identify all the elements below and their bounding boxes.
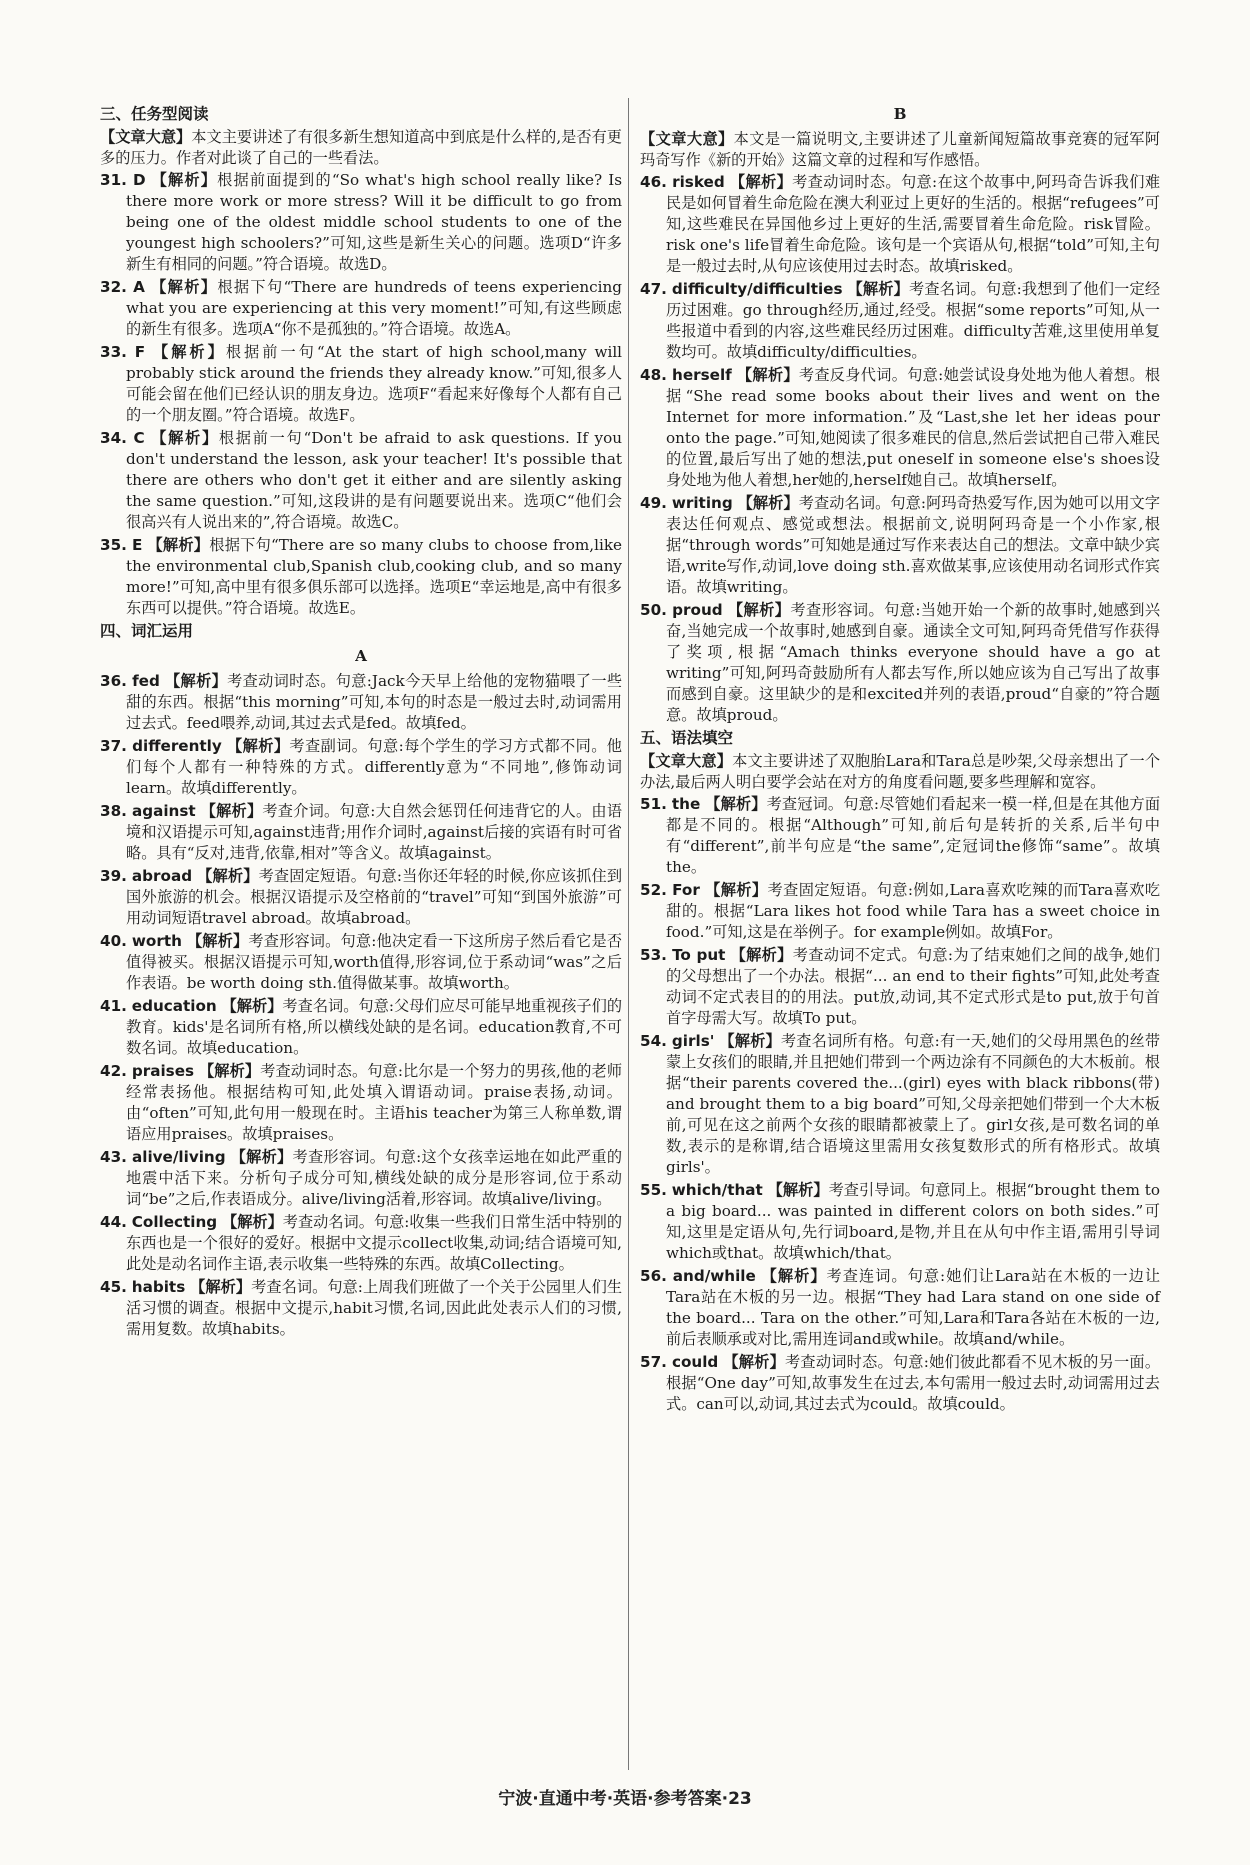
question-number: 54. (640, 1032, 667, 1050)
answer-item (640, 600, 1160, 726)
answer-key: E (132, 536, 143, 554)
explanation-text: 考查固定短语。句意:当你还年轻的时候,你应该抓住到国外旅游的机会。根据汉语提示及空格前的“travel”可知“到国外旅游”可用动词短语travel abroad。故填abroad。 (126, 867, 623, 927)
answer-item (100, 736, 622, 799)
question-number: 40. (100, 932, 127, 950)
answer-item (640, 172, 1160, 277)
answer-key: A (133, 278, 145, 296)
question-number: 42. (100, 1062, 127, 1080)
explanation-text: 考查反身代词。句意:她尝试设身处地为他人着想。根据“She read some books about their lives and went on the Internet for more information.”及“Last,she let her ideas pour onto the page.”可知,她阅读了很多难民的信息,然后尝试把自己带入难民的位置,最后写出了她的想法,put oneself in someone else's shoes设身处地为他人着想,her她的,herself她自己。故填herself。 (666, 366, 1161, 489)
answer-list-vocabulary-b (640, 172, 1160, 726)
explanation-label: 【解析】 (227, 737, 290, 755)
explanation-label: 【解析】 (190, 1278, 252, 1296)
explanation-text: 考查形容词。句意:这个女孩幸运地在如此严重的地震中活下来。分析句子成分可知,横线处缺的成分是形容词,位于系动词“be”之后,作表语成分。alive/living活着,形容词。故填alive/living。 (126, 1148, 623, 1208)
explanation-label: 【解析】 (151, 171, 218, 189)
explanation-label: 【解析】 (705, 795, 767, 813)
answer-key: D (132, 171, 146, 189)
explanation-label: 【解析】 (730, 946, 793, 964)
answer-key: difficulty/difficulties (671, 280, 843, 298)
question-number: 35. (100, 536, 127, 554)
question-number: 49. (640, 494, 667, 512)
question-number: 51. (640, 795, 667, 813)
explanation-label: 【解析】 (767, 1181, 829, 1199)
article-summary (100, 127, 622, 169)
question-number: 39. (100, 867, 127, 885)
answer-item (100, 1277, 622, 1340)
explanation-label: 【解析】 (165, 672, 228, 690)
explanation-text: 考查名词。句意:父母们应尽可能早地重视孩子们的教育。kids'是名词所有格,所以横线处缺的是名词。education教育,不可数名词。故填education。 (126, 997, 623, 1057)
answer-item (640, 880, 1160, 943)
explanation-text: 考查名词。句意:我想到了他们一定经历过困难。go through经历,通过,经受。根据“some reports”可知,从一些报道中看到的内容,这些难民经历过困难。difficulty苦难,这里使用单复数均可。故填difficulty/difficulties。 (666, 280, 1161, 361)
question-number: 57. (640, 1353, 667, 1371)
explanation-label: 【解析】 (147, 536, 210, 554)
answer-item (640, 945, 1160, 1029)
answer-key: proud (672, 601, 723, 619)
subsection-label-a: A (355, 647, 367, 665)
explanation-label: 【解析】 (737, 494, 799, 512)
answer-item (100, 801, 622, 864)
answer-key: education (131, 997, 217, 1015)
subsection-label-b: B (893, 105, 907, 123)
explanation-text: 考查动名词。句意:阿玛奇热爱写作,因为她可以用文字表达任何观点、感觉或想法。根据前文,说明阿玛奇是一个小作家,根据“through words”可知她是通过写作来表达自己的想法。文章中缺少宾语,write写作,动词,love doing sth.喜欢做某事,应该使用动名词形式作宾语。故填writing。 (666, 494, 1161, 596)
answer-key: abroad (131, 867, 193, 885)
summary-text: 本文是一篇说明文,主要讲述了儿童新闻短篇故事竞赛的冠军阿玛奇写作《新的开始》这篇文章的过程和写作感悟。 (640, 130, 1161, 169)
explanation-label: 【解析】 (719, 1032, 781, 1050)
explanation-text: 考查动词时态。句意:比尔是一个努力的男孩,他的老师经常表扬他。根据结构可知,此处填入谓语动词。praise表扬,动词。由“often”可知,此句用一般现在时。主语his teacher为第三人称单数,谓语应用praises。故填praises。 (126, 1062, 623, 1143)
explanation-text: 考查冠词。句意:尽管她们看起来一模一样,但是在其他方面都是不同的。根据“Although”可知,前后句是转折的关系,后半句中有“different”,前半句应是“the same”,定冠词the修饰“same”。故填the。 (666, 795, 1161, 876)
section-title-grammar: 五、语法填空 (640, 729, 734, 747)
answer-key: habits (131, 1278, 186, 1296)
explanation-label: 【解析】 (729, 173, 793, 191)
explanation-text: 根据前一句“Don't be afraid to ask questions. If you don't understand the lesson, ask your teacher! It's possible that there are others who don't get it either and are silently asking the same question.”可知,这段讲的是有问题要说出来。选项C“他们会很高兴有人说出来的”,符合语境。故选C。 (126, 429, 623, 531)
answer-key: fed (132, 672, 160, 690)
answer-item (100, 1061, 622, 1145)
answer-key: against (131, 802, 196, 820)
question-number: 41. (100, 997, 127, 1015)
answer-key: could (671, 1353, 719, 1371)
explanation-label: 【解析】 (736, 366, 799, 384)
answer-item (640, 1031, 1160, 1178)
answer-item (100, 931, 622, 994)
answer-key: To put (672, 946, 726, 964)
explanation-text: 根据前一句“At the start of high school,many will probably stick around the friends they already know.”可知,很多人可能会留在他们已经认识的朋友身边。选项F“看起来好像每个人都有自己的一个朋友圈。”符合语境。故选F。 (126, 343, 623, 424)
answer-item (100, 428, 622, 533)
explanation-text: 考查介词。句意:大自然会惩罚任何违背它的人。由语境和汉语提示可知,against违背;用作介词时,against后接的宾语有时可省略。具有“反对,违背,依靠,相对”等含义。故填against。 (126, 802, 623, 862)
page-footer: 宁波·直通中考·英语·参考答案·23 (498, 1789, 752, 1809)
answer-key: girls' (671, 1032, 715, 1050)
answer-list-task-reading (100, 170, 622, 619)
explanation-text: 考查副词。句意:每个学生的学习方式都不同。他们每个人都有一种特殊的方式。differently意为“不同地”,修饰动词learn。故填differently。 (126, 737, 622, 797)
explanation-label: 【解析】 (151, 278, 218, 296)
answer-key: C (133, 429, 145, 447)
explanation-text: 根据前面提到的“So what's high school really like? Is there more work or more stress? Will it be difficult to go from being one of the oldest middle school students to one of the youngest high schoolers?”可知,这些是新生关心的问题。选项D“许多新生有相同的问题。”符合语境。故选D。 (126, 171, 623, 273)
article-summary (640, 751, 1160, 793)
summary-label: 【文章大意】 (640, 752, 733, 770)
explanation-label: 【解析】 (200, 802, 263, 820)
question-number: 33. (100, 343, 127, 361)
explanation-label: 【解析】 (705, 881, 768, 899)
answer-item (100, 277, 622, 340)
explanation-text: 考查动词时态。句意:Jack今天早上给他的宠物猫喂了一些甜的东西。根据“this morning”可知,本句的时态是一般过去时,动词需用过去式。feed喂养,动词,其过去式是fed。故填fed。 (126, 672, 623, 732)
summary-text: 本文主要讲述了有很多新生想知道高中到底是什么样的,是否有更多的压力。作者对此谈了自己的一些看法。 (100, 128, 622, 167)
answer-key: differently (132, 737, 222, 755)
question-number: 52. (640, 881, 667, 899)
explanation-text: 考查引导词。句意同上。根据“brought them to a big board... was painted in different colors on both sides.”可知,这里是定语从句,先行词board,是物,并且在从句中作主语,需用引导词which或that。故填which/that。 (666, 1181, 1161, 1262)
answer-item (640, 1266, 1160, 1350)
answer-item (100, 1212, 622, 1275)
answer-item (640, 365, 1160, 491)
answer-key: the (671, 795, 701, 813)
question-number: 37. (100, 737, 127, 755)
answer-item (100, 342, 622, 426)
explanation-label: 【解析】 (221, 997, 283, 1015)
summary-text: 本文主要讲述了双胞胎Lara和Tara总是吵架,父母亲想出了一个办法,最后两人明白要学会站在对方的角度看问题,要多些理解和宽容。 (640, 752, 1161, 791)
answer-item (100, 866, 622, 929)
article-summary (640, 129, 1160, 171)
answer-key: worth (131, 932, 182, 950)
explanation-text: 考查名词所有格。句意:有一天,她们的父母用黑色的丝带蒙上女孩们的眼睛,并且把她们带到一个两边涂有不同颜色的大木板前。根据“their parents covered the...(girl) eyes with black ribbons(带) and brought them to a big board”可知,父母亲把她们带到一个大木板前,可见在这之前两个女孩的眼睛都被蒙上了。girl女孩,是可数名词的单数,表示的是称谓,结合语境这里需用女孩复数形式的所有格形式。故填girls'。 (666, 1032, 1161, 1176)
question-number: 44. (100, 1213, 127, 1231)
explanation-text: 考查动名词。句意:收集一些我们日常生活中特别的东西也是一个很好的爱好。根据中文提示collect收集,动词;结合语境可知,此处是动名词作主语,表示收集一些特殊的东西。故填Collecting。 (126, 1213, 623, 1273)
question-number: 45. (100, 1278, 127, 1296)
explanation-label: 【解析】 (727, 601, 791, 619)
column-divider (628, 98, 629, 1770)
explanation-label: 【解析】 (761, 1267, 827, 1285)
answer-key: herself (672, 366, 732, 384)
explanation-label: 【解析】 (153, 343, 226, 361)
answer-item (100, 170, 622, 275)
question-number: 50. (640, 601, 667, 619)
answer-key: writing (671, 494, 733, 512)
section-title-vocabulary: 四、词汇运用 (100, 622, 194, 640)
question-number: 48. (640, 366, 667, 384)
answer-item (640, 1352, 1160, 1415)
question-number: 36. (100, 672, 127, 690)
explanation-label: 【解析】 (198, 1062, 261, 1080)
answer-key: For (672, 881, 700, 899)
explanation-label: 【解析】 (151, 429, 219, 447)
explanation-label: 【解析】 (197, 867, 259, 885)
summary-label: 【文章大意】 (640, 130, 734, 148)
explanation-label: 【解析】 (723, 1353, 786, 1371)
question-number: 53. (640, 946, 667, 964)
question-number: 38. (100, 802, 127, 820)
question-number: 32. (100, 278, 127, 296)
section-title-task-reading: 三、任务型阅读 (100, 105, 209, 123)
answer-key: which/that (671, 1181, 763, 1199)
explanation-text: 考查动词不定式。句意:为了结束她们之间的战争,她们的父母想出了一个办法。根据“... an end to their fights”可知,此处考查动词不定式表目的的用法。put放,动词,其不定式形式是to put,放于句首首字母需大写。故填To put。 (666, 946, 1161, 1027)
answer-list-vocabulary (100, 671, 622, 1340)
question-number: 47. (640, 280, 667, 298)
left-column (100, 104, 622, 1342)
explanation-text: 考查固定短语。句意:例如,Lara喜欢吃辣的而Tara喜欢吃甜的。根据“Lara likes hot food while Tara has a sweet choice in food.”可知,这是在举例子。for example例如。故填For。 (666, 881, 1161, 941)
question-number: 43. (100, 1148, 127, 1166)
explanation-label: 【解析】 (186, 932, 249, 950)
answer-item (100, 671, 622, 734)
answer-item (100, 1147, 622, 1210)
explanation-label: 【解析】 (847, 280, 910, 298)
explanation-label: 【解析】 (222, 1213, 283, 1231)
explanation-text: 考查形容词。句意:他决定看一下这所房子然后看它是否值得被买。根据汉语提示可知,worth值得,形容词,位于系动词“was”之后作表语。be worth doing sth.值得做某事。故填worth。 (126, 932, 623, 992)
question-number: 56. (640, 1267, 667, 1285)
explanation-text: 根据下句“There are so many clubs to choose from,like the environmental club,Spanish club,cooking club, and so many more!”可知,高中里有很多俱乐部可以选择。选项E“幸运地是,高中有很多东西可以提供。”符合语境。故选E。 (126, 536, 623, 617)
explanation-text: 考查动词时态。句意:在这个故事中,阿玛奇告诉我们难民是如何冒着生命危险在澳大利亚过上更好的生活的。根据“refugees”可知,这些难民在异国他乡过上更好的生活,需要冒着生命危险。risk冒险。risk one's life冒着生命危险。该句是一个宾语从句,根据“told”可知,主句是一般过去时,从句应该使用过去时态。故填risked。 (666, 173, 1161, 275)
answer-item (640, 493, 1160, 598)
explanation-label: 【解析】 (230, 1148, 293, 1166)
summary-label: 【文章大意】 (100, 128, 192, 146)
answer-list-grammar (640, 794, 1160, 1415)
right-column (640, 104, 1160, 1417)
answer-item (640, 1180, 1160, 1264)
answer-item (100, 996, 622, 1059)
answer-key: alive/living (132, 1148, 226, 1166)
answer-key: F (134, 343, 146, 361)
answer-key: risked (672, 173, 725, 191)
answer-item (640, 794, 1160, 878)
answer-key: and/while (672, 1267, 756, 1285)
explanation-text: 考查形容词。句意:当她开始一个新的故事时,她感到兴奋,当她完成一个故事时,她感到自豪。通读全文可知,阿玛奇凭借写作获得了奖项,根据“Amach thinks everyone should have a go at writing”可知,阿玛奇鼓励所有人都去写作,所以她应该为自己写出了故事而感到自豪。这里缺少的是和excited并列的表语,proud“自豪的”符合题意。故填proud。 (666, 601, 1161, 724)
answer-item (100, 535, 622, 619)
explanation-text: 考查名词。句意:上周我们班做了一个关于公园里人们生活习惯的调查。根据中文提示,habit习惯,名词,因此此处表示人们的习惯,需用复数。故填habits。 (126, 1278, 623, 1338)
explanation-text: 考查连词。句意:她们让Lara站在木板的一边让Tara站在木板的另一边。根据“They had Lara stand on one side of the board... Tara on the other.”可知,Lara和Tara各站在木板的一边,前后表顺承或对比,需用连词and或while。故填and/while。 (666, 1267, 1161, 1348)
question-number: 34. (100, 429, 127, 447)
question-number: 55. (640, 1181, 667, 1199)
answer-key: Collecting (131, 1213, 218, 1231)
answer-key: praises (131, 1062, 195, 1080)
question-number: 31. (100, 171, 127, 189)
explanation-text: 考查动词时态。句意:她们彼此都看不见木板的另一面。根据“One day”可知,故事发生在过去,本句需用一般过去时,动词需用过去式。can可以,动词,其过去式为could。故填could。 (666, 1353, 1161, 1413)
explanation-text: 根据下句“There are hundreds of teens experiencing what you are experiencing at this very moment!”可知,有这些顾虑的新生有很多。选项A“你不是孤独的。”符合语境。故选A。 (126, 278, 623, 338)
answer-item (640, 279, 1160, 363)
question-number: 46. (640, 173, 667, 191)
